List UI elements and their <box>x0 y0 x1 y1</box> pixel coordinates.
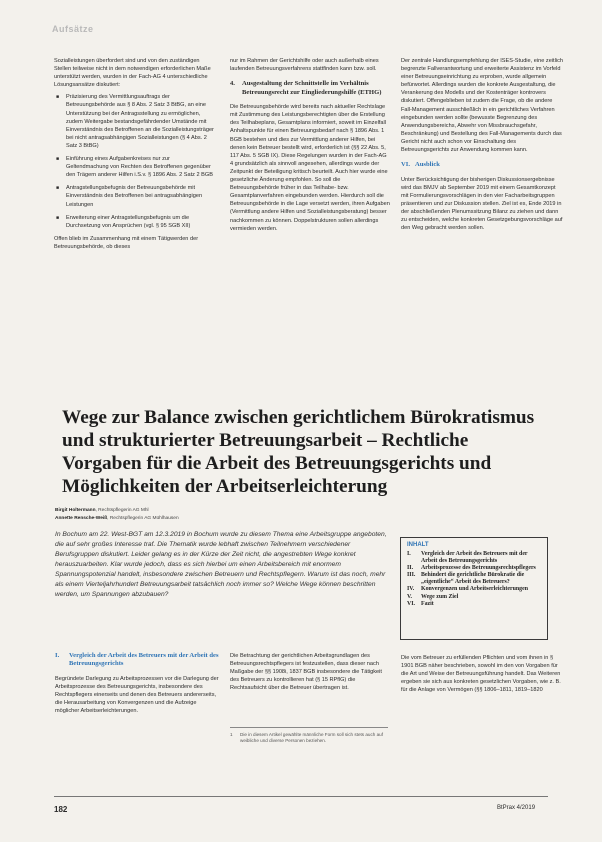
column-3-lower-text: Die vom Betreuer zu erfüllenden Pflichten und vom ihnen in § 1901 BGB näher beschrieben, sowohl im den von Vorgaben für die Art und Weise der Betreuungsführung handelt. Das Weiteren ergeben sie sich aus konkreten gesetzlichen Vorgaben, wie z. B. für die Anlage von Vermögen (§§ 1806–1811, 1819–1820 <box>401 655 561 694</box>
column-3-lower <box>401 654 561 694</box>
contents-item <box>407 594 541 601</box>
contents-item-text: Behindert die gerichtliche Bürokratie die „eigentliche“ Arbeit des Betreuers? <box>421 572 525 586</box>
col1-bullet-list <box>54 93 214 229</box>
contents-item-number: III. <box>407 572 416 579</box>
list-item: ■ Erweiterung einer Antragstellungsbefugnis um die Durchsetzung von Ansprüchen (vgl. § 95 SGB XII) <box>54 214 214 230</box>
col3-heading-number: VI. <box>401 161 410 169</box>
article-abstract: In Bochum am 22. West-BGT am 12.3.2019 in Bochum wurde zu diesem Thema eine Arbeitsgruppe angeboten, die auf sehr großes Interesse traf. Die Thematik wurde lebhaft zwischen Teilnehmern verschiedener Berufsgruppen diskutiert. Leider gelang es in der Kürze der Zeit nicht, die angestrebten Wege konkret herauszuarbeiten. Klar wurde jedoch, dass es sich hierbei um einen Arbeitsbereich mit enormem Spannungspotenzial handelt, insbesondere zwischen Betreuern und Rechtspflegern. Warum ist das noch, mehr als einem Vierteljahrhundert Betreuungsarbeit tatsächlich noch immer so? Welche Wege können beschritten werden, um Spannungen abzubauen? <box>55 531 387 598</box>
author-role: , Rechtspflegerin AG Mhl <box>95 508 149 513</box>
contents-item <box>407 565 541 572</box>
contents-heading: INHALT <box>407 542 429 548</box>
column-3 <box>401 57 563 232</box>
contents-item-number: I. <box>407 551 411 557</box>
section-label: Aufsätze <box>52 24 94 34</box>
col3-paragraph-2: Unter Berücksichtigung der bisherigen Diskussionsergebnisse wird das BMJV ab September 2019 mit einem Gesamtkonzept mit Formulierungsvorschlägen in den vier Facharbeitsgruppen präsentieren und zur Diskussion stellen. Ziel ist es, Ende 2019 in der abschließenden Plenumssitzung Bilanz zu ziehen und dann zu entscheiden, welche konkreten Gesetzgebungsvorschläge auf den Weg gebracht werden sollen. <box>401 176 563 232</box>
footnote-number: 1 <box>230 732 233 737</box>
section-1-continued <box>230 652 390 692</box>
footer-rule <box>54 796 548 797</box>
col3-heading <box>401 161 563 170</box>
contents-item-text: Vergleich der Arbeit des Betreuers mit der Arbeit des Betreuungsgerichts <box>421 551 528 565</box>
contents-item <box>407 551 541 565</box>
journal-reference: BtPrax 4/2019 <box>497 805 536 811</box>
section-1-text: Begründete Darlegung zu Arbeitsprozessen vor die Darlegung der Arbeitsprozesse des Betreuungsgerichts, insbesondere des Rechtspflegers einerseits und denen des Betreuers andererseits, die Herausarbeitung von Konvergenzen und die Aufzeige möglicher Arbeitserleichterungen. <box>55 675 219 715</box>
col2-heading-text: Ausgestaltung der Schnittstelle im Verhältnis Betreuungsrecht zur Eingliederungshilfe (ETHG) <box>242 80 382 96</box>
contents-item <box>407 572 541 586</box>
list-item: ■ Einführung eines Aufgabenkreises nur zur Geltendmachung von Rechten des Betroffenen gegenüber den Trägern anderer Hilfen i.S.v. § 1896 Abs. 2 Satz 2 BGB <box>54 155 214 179</box>
article-title: Wege zur Balance zwischen gerichtlichem Bürokratismus und strukturierter Betreuungsarbeit – Rechtliche Vorgaben für die Arbeit des Betreuungsgerichts und Möglichkeiten der Arbeitserleichterung <box>62 407 535 497</box>
contents-item-number: IV. <box>407 586 415 593</box>
author-list <box>55 507 355 523</box>
contents-item-number: VI. <box>407 600 416 607</box>
column-2 <box>230 57 390 233</box>
contents-item-number: V. <box>407 593 412 600</box>
footnote-text: Die in diesem Artikel gewählte männliche Form soll sich stets auch auf weibliche und diverse Personen beziehen. <box>240 732 383 744</box>
contents-item <box>407 586 541 593</box>
author-role: , Rechtspflegerin AG Mühlhausen <box>107 515 179 521</box>
col1-intro: Sozialleistungen überfordert sind und von den zuständigen Stellen teilweise nicht in dem notwendigen erforderlichen Maße unterstützt werden, wurden in der Fach-AG 4 unterschiedliche Lösungsansätze diskutiert: <box>54 58 211 89</box>
footnote <box>230 727 388 745</box>
author-name: Annette Rensche-Weiß <box>55 515 108 521</box>
col2-paragraph-2: Die Betreuungsbehörde wird bereits nach aktueller Rechtslage mit Zustimmung des Leistungsberechtigten über die Erstellung des Teilhabeplans, Gesamtplans informiert, soweit im Einzelfall Anhaltspunkte für einen Betreuungsbedarf nach § 1896 Abs. 1 BGB bestehen und dies zur Vermittlung anderer Hilfen, bei denen kein Betreuer bestellt wird, erforderlich ist (§§ 22 Abs. 5, 117 Abs. 5 SGB IX). Diese Regelungen wurden in der Fach-AG 4 grundsätzlich als sinnvoll angesehen, allerdings wurde der Zeitpunkt der Beteiligung kritisch beurteilt. Auch hier wurde eine gesetzliche Änderung empfohlen. So soll die Betreuungsbehörde früher in das Teilhabe- bzw. Gesamtplanverfahren eingebunden werden. Hierdurch soll die Betreuungsbehörde in die Lage versetzt werden, ihren Aufgaben (Vermittlung andere Hilfen und Sozialleistungsberatung) besser nachkommen zu können. Doppelstrukturen sollen allerdings vermieden werden. <box>230 104 390 232</box>
contents-box <box>400 537 548 640</box>
col3-heading-text: Ausblick <box>415 161 440 169</box>
section-1-number: I. <box>55 652 60 659</box>
col3-paragraph-1: Der zentrale Handlungsempfehlung der ISES-Studie, eine zeitlich begrenzte Fallverantwortung und erweiterte Assistenz im Vorfeld einer Betreuungseinrichtung zu erproben, wurde allgemein befürwortet. Allerdings wurden die konkrete Ausgestaltung, die Verankerung des Modells und der Kostenträger kontrovers diskutiert. Offengeblieben ist zudem die Frage, ob die andere Fall-Management ausschließlich in ein gerichtliches Verfahren eingebunden werden sollte (bewusste Begrenzung des Anwendungsbereichs, Abwehr von Missbrauchsgefahr, Beschränkung) und Bestellung des Fall-Managements durch das Gericht nicht auch schon vor Einschaltung des Betreuungsgerichts zur Anwendung kommen kann. <box>401 58 564 154</box>
section-1-title: Vergleich der Arbeit des Betreuers mit der Arbeit des Betreuungsgerichts <box>69 652 219 668</box>
col2-paragraph-1: nur im Rahmen der Gerichtshilfe oder auch außerhalb eines laufenden Betreuungsverfahrens stattfinden kann bzw. soll. <box>230 58 379 73</box>
author-name: Birgit Holtermann <box>55 508 96 513</box>
contents-item-number: II. <box>407 565 414 572</box>
contents-item <box>407 601 541 608</box>
section-1 <box>55 652 220 715</box>
contents-item-text: Wege zum Ziel <box>421 593 459 600</box>
list-item: ■ Präzisierung des Vermittlungsauftrags der Betreuungsbehörde aus § 8 Abs. 2 Satz 3 BtBG, an eine Unterstützung bei der Antragsstellung zu ermöglichen, zudem Weitergabe bestandsgefährdender Umstände mit Einverständnis des Betroffenen an die Sozialleistungsträger bei nicht antragsabhängigen Sozialleistungen (§ 4 Abs. 2 Satz 3 BtBG) <box>54 93 214 150</box>
col1-outro: Offen blieb im Zusammenhang mit einem Tätigwerden der Betreuungsbehörde, ob dieses <box>54 235 199 250</box>
col2-heading <box>230 80 390 97</box>
column-1 <box>54 57 214 251</box>
contents-item-text: Arbeitsprozesse des Betreuungsrechtspflegers <box>421 565 536 572</box>
list-item: ■ Antragstellungsbefugnis der Betreuungsbehörde mit Einverständnis des Betroffenen bei antragsabhängigen Leistungen <box>54 184 214 208</box>
section-1-heading <box>55 652 220 669</box>
page-number: 182 <box>54 805 68 814</box>
author-line <box>55 507 355 515</box>
contents-item-text: Fazit <box>421 600 434 607</box>
contents-item-text: Konvergenzen und Arbeitserleichterungen <box>421 586 529 593</box>
author-line <box>55 515 355 523</box>
col2-heading-number: 4. <box>230 80 235 88</box>
section-1-continued-text: Die Betrachtung der gerichtlichen Arbeitsgrundlagen des Betreuungsrechtspflegers ist festzustellen, dass dieser nach Maßgabe der §§ 1908i, 1837 BGB insbesondere die Tätigkeit des Betreuers zu kontrollieren hat (§ 15 RPflG) die Rechtsaufsicht über die Betreuer übertragen ist. <box>230 653 382 692</box>
